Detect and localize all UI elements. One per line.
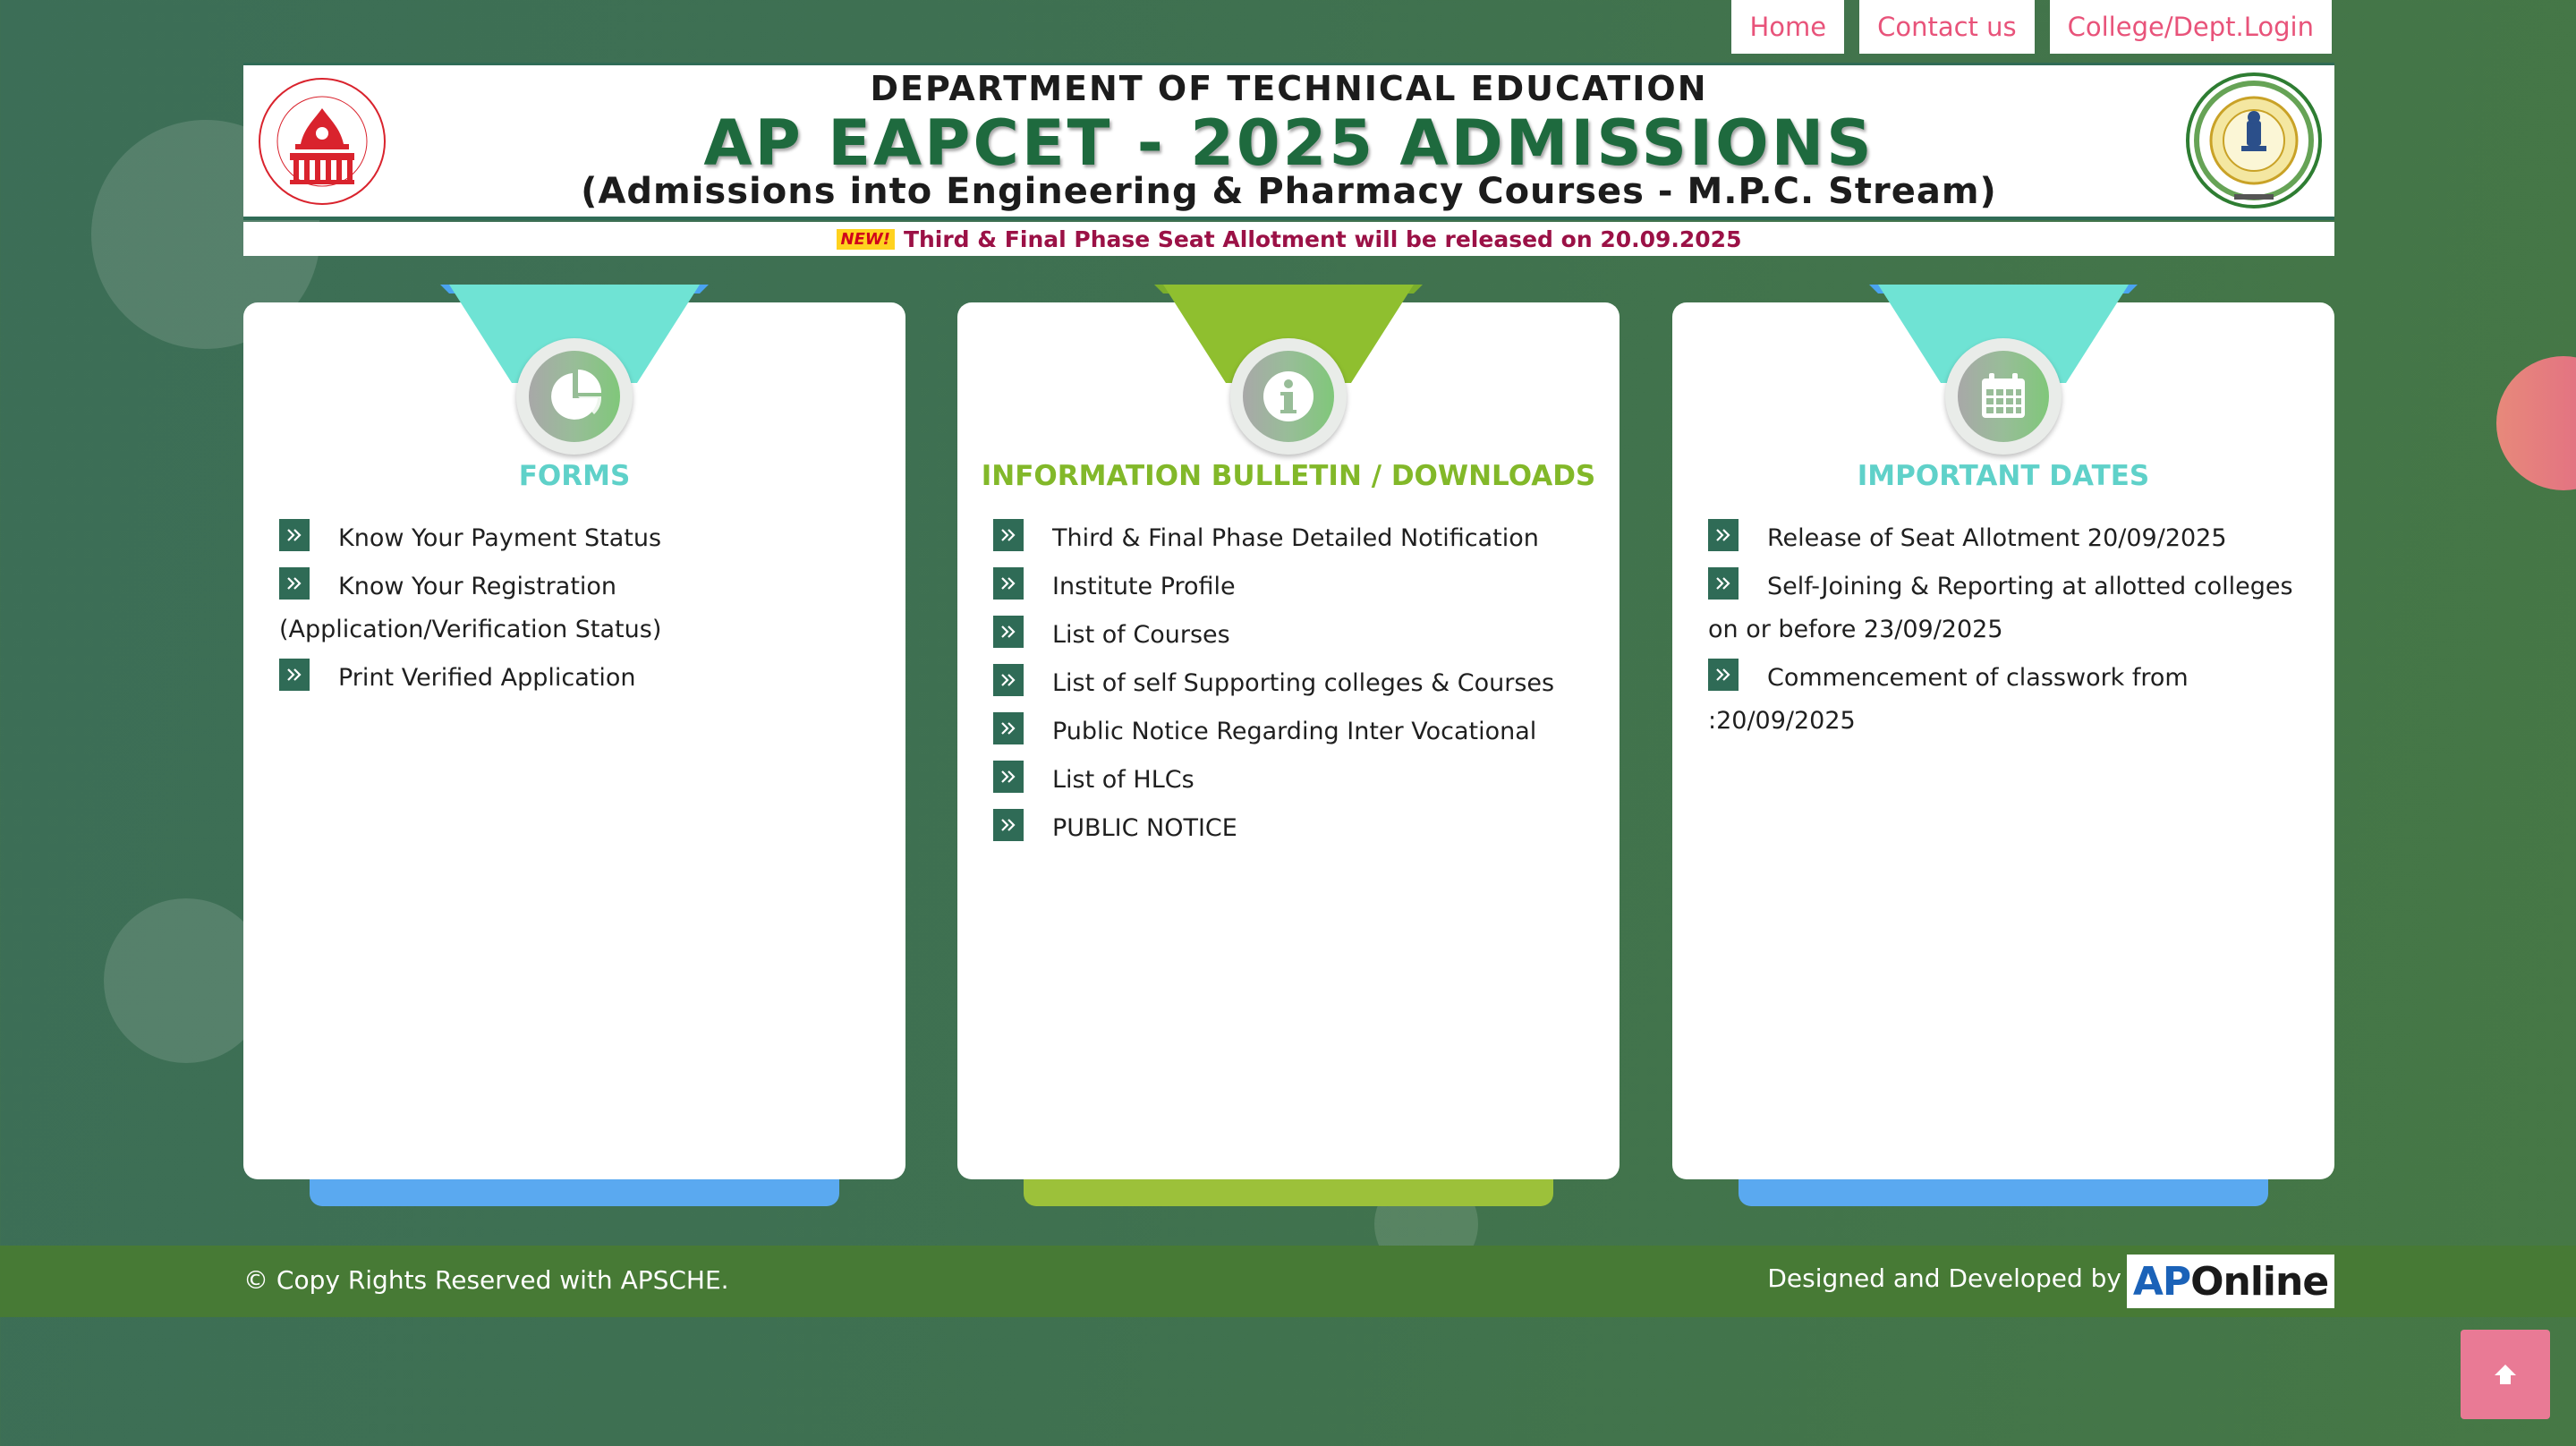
- andhra-pradesh-emblem: [2182, 71, 2325, 214]
- bulletin-list: [993, 517, 1593, 855]
- list-item[interactable]: [993, 566, 1593, 608]
- list-item[interactable]: [993, 759, 1593, 802]
- list-item: [1708, 566, 2308, 651]
- forms-list: [279, 517, 879, 705]
- list-item[interactable]: [279, 517, 879, 560]
- list-item-label: PUBLIC NOTICE: [1052, 814, 1237, 842]
- double-chevron-right-icon: [279, 659, 310, 691]
- list-item[interactable]: [993, 614, 1593, 657]
- double-chevron-right-icon: [993, 567, 1024, 600]
- page-subtitle: (Admissions into Engineering & Pharmacy Courses - M.P.C. Stream): [581, 171, 1997, 212]
- card-title: FORMS: [518, 460, 631, 492]
- forms-medal: [516, 338, 633, 455]
- double-chevron-right-icon: [279, 567, 310, 600]
- pie-chart-icon: [546, 368, 603, 425]
- page-title: AP EAPCET - 2025 ADMISSIONS: [703, 106, 1875, 180]
- list-item[interactable]: [993, 517, 1593, 560]
- department-heading: DEPARTMENT OF TECHNICAL EDUCATION: [870, 69, 1708, 108]
- double-chevron-right-icon: [1708, 567, 1739, 600]
- list-item-label: Print Verified Application: [338, 664, 636, 692]
- info-icon: [1260, 368, 1317, 425]
- brand-online: Online: [2190, 1258, 2329, 1305]
- double-chevron-right-icon: [993, 616, 1024, 648]
- designed-by-text: Designed and Developed by: [1767, 1263, 2121, 1293]
- list-item-label: Commencement of classwork from :20/09/2025: [1708, 664, 2189, 735]
- double-chevron-right-icon: [993, 761, 1024, 793]
- info-medal: [1230, 338, 1347, 455]
- list-item[interactable]: [279, 657, 879, 700]
- list-item[interactable]: [993, 710, 1593, 753]
- list-item[interactable]: [279, 566, 879, 651]
- ticker-message[interactable]: Third & Final Phase Seat Allotment will be released on 20.09.2025: [903, 225, 1742, 252]
- double-chevron-right-icon: [993, 712, 1024, 744]
- double-chevron-right-icon: [1708, 659, 1739, 691]
- double-chevron-right-icon: [993, 664, 1024, 696]
- list-item-label: Know Your Registration (Application/Verification Status): [279, 573, 662, 643]
- calendar-icon: [1975, 368, 2032, 425]
- forms-card: [243, 285, 905, 1206]
- aponline-logo[interactable]: [2127, 1255, 2334, 1308]
- card-title: IMPORTANT DATES: [1857, 460, 2150, 492]
- information-bulletin-card: [957, 285, 1620, 1206]
- decorative-bubble: [2496, 356, 2576, 490]
- news-ticker: [243, 222, 2334, 256]
- copyright-text: © Copy Rights Reserved with APSCHE.: [243, 1265, 729, 1295]
- list-item[interactable]: [993, 662, 1593, 705]
- new-badge: NEW!: [837, 229, 895, 250]
- double-chevron-right-icon: [279, 519, 310, 551]
- card-title: INFORMATION BULLETIN / DOWNLOADS: [981, 460, 1596, 492]
- nav-college-login-link[interactable]: College/Dept.Login: [2050, 0, 2332, 54]
- arrow-up-icon: [2492, 1361, 2519, 1388]
- nav-home-link[interactable]: Home: [1731, 0, 1844, 54]
- list-item-label: Know Your Payment Status: [338, 524, 662, 552]
- list-item-label: List of HLCs: [1052, 766, 1194, 794]
- list-item: [1708, 517, 2308, 560]
- list-item-label: Public Notice Regarding Inter Vocational: [1052, 718, 1537, 745]
- list-item[interactable]: [993, 807, 1593, 850]
- double-chevron-right-icon: [993, 519, 1024, 551]
- important-dates-card: [1672, 285, 2334, 1206]
- footer: [0, 1246, 2576, 1317]
- list-item-label: Self-Joining & Reporting at allotted colleges on or before 23/09/2025: [1708, 573, 2293, 643]
- brand-ap: AP: [2132, 1258, 2191, 1305]
- list-item-label: List of Courses: [1052, 621, 1230, 649]
- dates-list: [1708, 517, 2308, 748]
- double-chevron-right-icon: [1708, 519, 1739, 551]
- list-item-label: Institute Profile: [1052, 573, 1236, 600]
- list-item-label: Release of Seat Allotment 20/09/2025: [1767, 524, 2227, 552]
- list-item-label: List of self Supporting colleges & Courses: [1052, 669, 1555, 697]
- scroll-to-top-button[interactable]: [2461, 1330, 2550, 1419]
- nav-contact-link[interactable]: Contact us: [1859, 0, 2035, 54]
- list-item-label: Third & Final Phase Detailed Notification: [1052, 524, 1539, 552]
- dates-medal: [1945, 338, 2062, 455]
- top-nav: [1731, 0, 2332, 54]
- double-chevron-right-icon: [993, 809, 1024, 841]
- header-banner: [243, 63, 2334, 220]
- list-item: [1708, 657, 2308, 743]
